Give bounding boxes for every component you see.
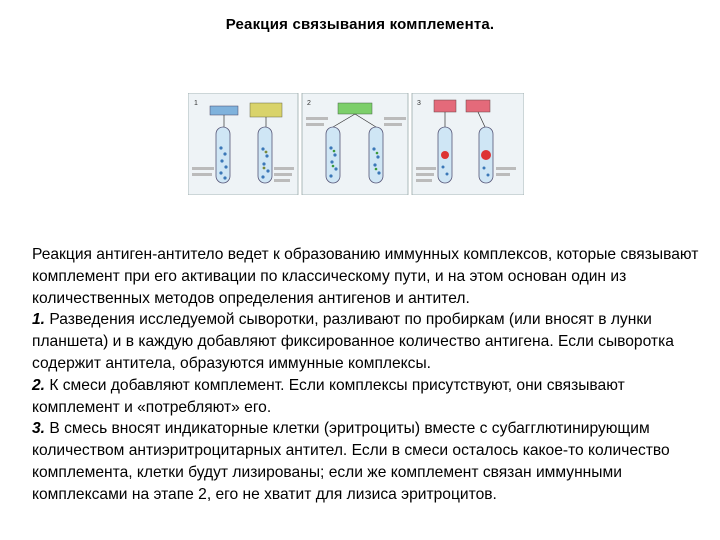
paragraph-step-2: 2. К смеси добавляют комплемент. Если комплексы присутствуют, они связывают комплемент и «потребляют» его. <box>32 376 625 416</box>
paragraph-intro: Реакция антиген-антитело ведет к образованию иммунных комплексов, которые связывают комплемент при его активации по классическому пути, и на этом основан один из количественных методов определения антигенов и антител. <box>32 246 699 307</box>
panel-2-number: 2 <box>307 100 311 107</box>
panel-2 <box>302 93 408 195</box>
panel-3-number: 3 <box>417 100 421 107</box>
paragraph-step-1: 1. Разведения исследуемой сыворотки, разливают по пробиркам (или вносят в лунки планшета) и в каждую добавляют фиксированное количество антигена. Если сыворотка содержит антитела, образуются иммунные комплексы. <box>32 311 674 372</box>
intact-cells-icon <box>481 150 491 160</box>
paragraph-step-3: 3. В смесь вносят индикаторные клетки (эритроциты) вместе с субагглютинирующим количеством антиэритроцитарных антител. Если в смеси осталось какое-то количество комплемента, клетки будут лизированы; если же комплемент связан иммунными комплексами на этапе 2, его не хватит для лизиса эритроцитов. <box>32 420 670 503</box>
antibody-box-icon <box>250 103 282 117</box>
test-tube-icon <box>326 127 340 183</box>
step-number: 2. <box>32 376 46 394</box>
step-number: 3. <box>32 420 46 438</box>
test-tube-icon <box>258 127 272 183</box>
slide-title: Реакция связывания комплемента. <box>225 16 495 33</box>
anti-erythrocyte-box-icon <box>466 100 490 112</box>
panel-3 <box>412 93 524 195</box>
indicator-cells-box-icon <box>434 100 456 112</box>
antigen-box-icon <box>210 106 238 115</box>
complement-box-icon <box>338 103 372 114</box>
complement-fixation-figure <box>188 93 524 195</box>
step-number: 1. <box>32 311 46 329</box>
test-tube-icon <box>216 127 230 183</box>
description-text <box>32 244 702 506</box>
lysed-cells-icon <box>441 151 449 159</box>
panel-1-number: 1 <box>194 100 198 107</box>
panel-1 <box>188 93 298 195</box>
test-tube-icon <box>369 127 383 183</box>
